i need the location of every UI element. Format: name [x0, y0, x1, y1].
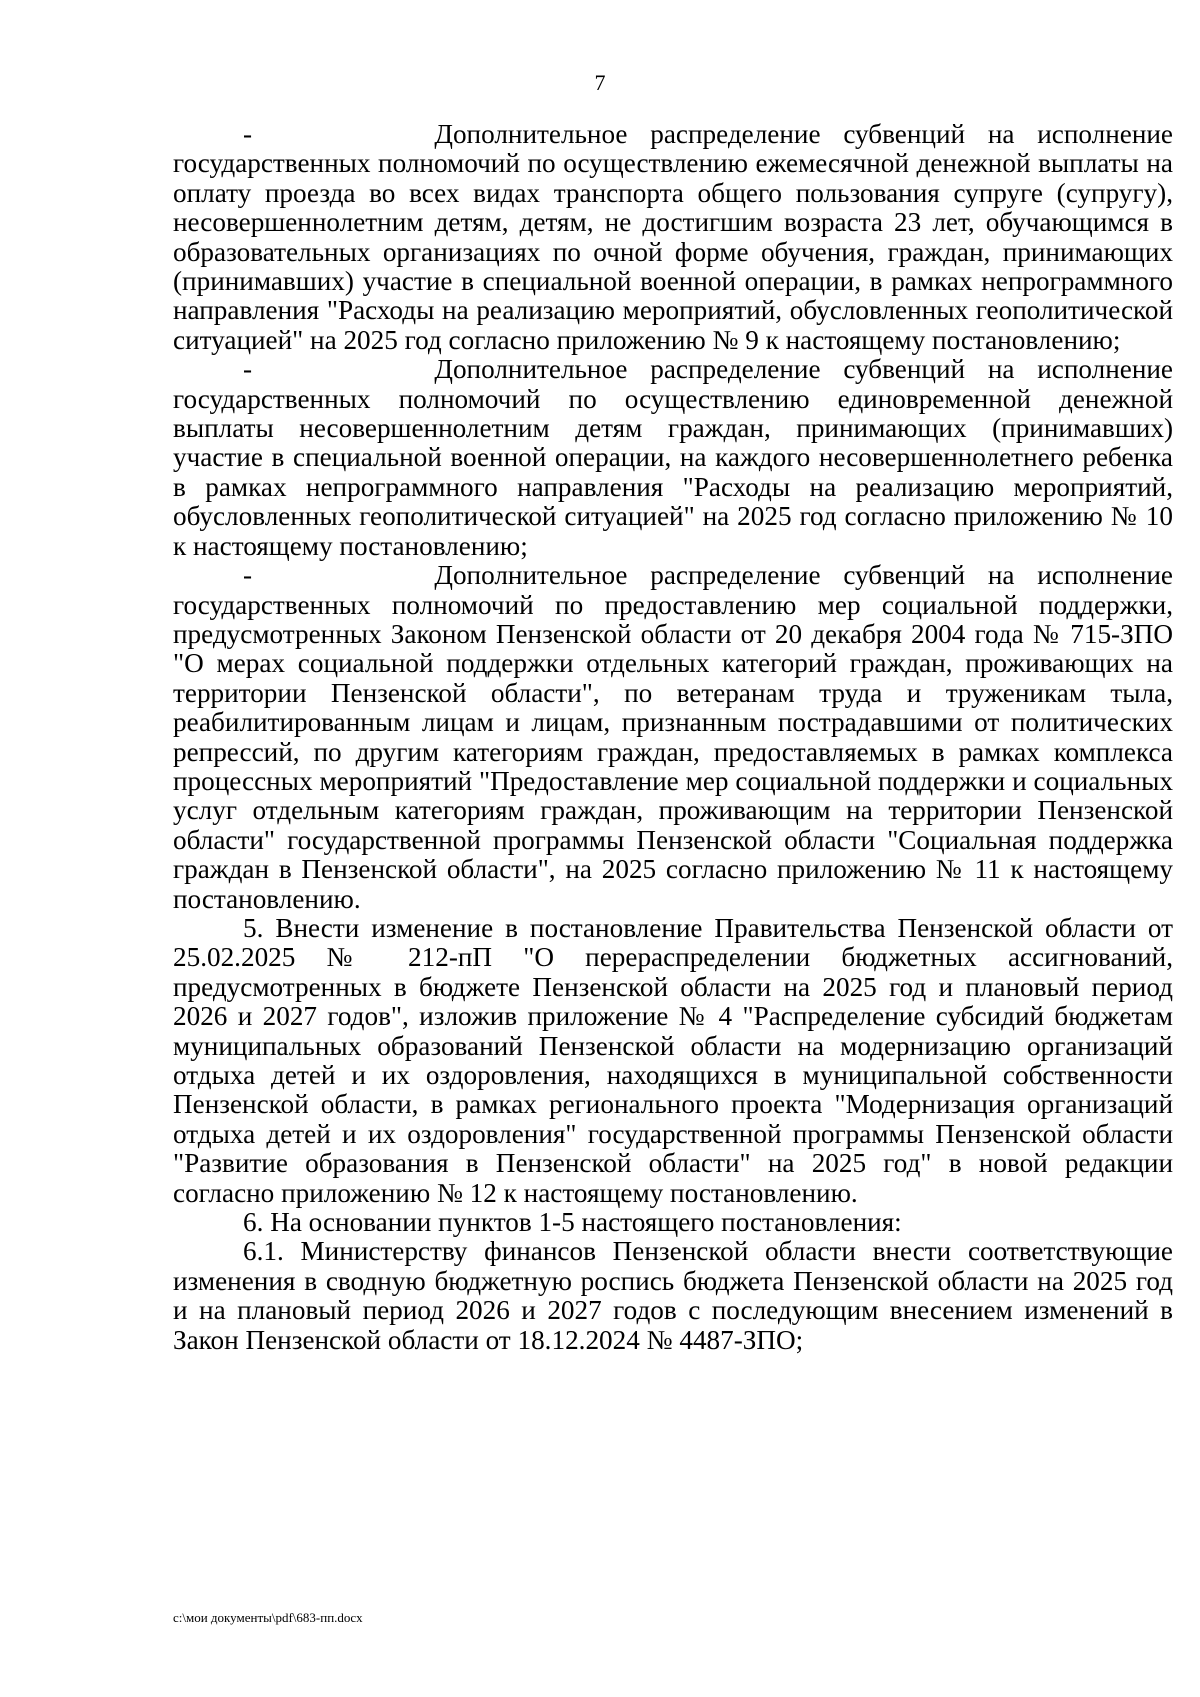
- page-number: 7: [594, 70, 606, 95]
- paragraph-item-6: 6. На основании пунктов 1-5 настоящего постановления:: [243, 1207, 902, 1238]
- paragraph-subvention-social-support: - Дополнительное распределение субвенций на исполнение государственных полномочий по предоставлению мер социальной поддержки, предусмотренных Законом Пензенской области от 20 декабря 2004 года № 715-ЗПО "О мерах социальной поддержки отдельных категорий граждан, проживающих на территории Пензенской области", по ветеранам труда и труженикам тыла, реабилитированным лицам и лицам, признанным пострадавшими от политических репрессий, по другим категориям граждан, предоставляемых в рамках комплекса процессных мероприятий "Предоставление мер социальной поддержки и социальных услуг отдельным категориям граждан, проживающим на территории Пензенской области" государственной программы Пензенской области "Социальная поддержка граждан в Пензенской области", на 2025 согласно приложению № 11 к настоящему постановлению.: [173, 560, 1173, 914]
- footer-file-path: c:\мои документы\pdf\683-пп.docx: [173, 1610, 363, 1625]
- paragraph-subvention-one-time-payment: - Дополнительное распределение субвенций на исполнение государственных полномочий по осуществлению единовременной денежной выплаты несовершеннолетним детям граждан, принимающих (принимавших) участие в специальной военной операции, на каждого несовершеннолетнего ребенка в рамках непрограммного направления "Расходы на реализацию мероприятий, обусловленных геополитической ситуацией" на 2025 год согласно приложению № 10 к настоящему постановлению;: [173, 354, 1173, 561]
- paragraph-item-6-1: 6.1. Министерству финансов Пензенской области внести соответствующие изменения в сводную бюджетную роспись бюджета Пензенской области на 2025 год и на плановый период 2026 и 2027 годов с последующим внесением изменений в Закон Пензенской области от 18.12.2024 № 4487-ЗПО;: [173, 1236, 1173, 1355]
- paragraph-item-5: 5. Внести изменение в постановление Правительства Пензенской области от 25.02.2025 № 212-пП "О перераспределении бюджетных ассигнований, предусмотренных в бюджете Пензенской области на 2025 год и плановый период 2026 и 2027 годов", изложив приложение № 4 "Распределение субсидий бюджетам муниципальных образований Пензенской области на модернизацию организаций отдыха детей и их оздоровления, находящихся в муниципальной собственности Пензенской области, в рамках регионального проекта "Модернизация организаций отдыха детей и их оздоровления" государственной программы Пензенской области "Развитие образования в Пензенской области" на 2025 год" в новой редакции согласно приложению № 12 к настоящему постановлению.: [173, 912, 1173, 1208]
- paragraph-subvention-monthly-travel: - Дополнительное распределение субвенций на исполнение государственных полномочий по осуществлению ежемесячной денежной выплаты на оплату проезда во всех видах транспорта общего пользования супруге (супругу), несовершеннолетним детям, детям, не достигшим возраста 23 лет, обучающимся в образовательных организациях по очной форме обучения, граждан, принимающих (принимавших) участие в специальной военной операции, в рамках непрограммного направления "Расходы на реализацию мероприятий, обусловленных геополитической ситуацией" на 2025 год согласно приложению № 9 к настоящему постановлению;: [173, 119, 1173, 355]
- document-body: [173, 120, 1173, 1355]
